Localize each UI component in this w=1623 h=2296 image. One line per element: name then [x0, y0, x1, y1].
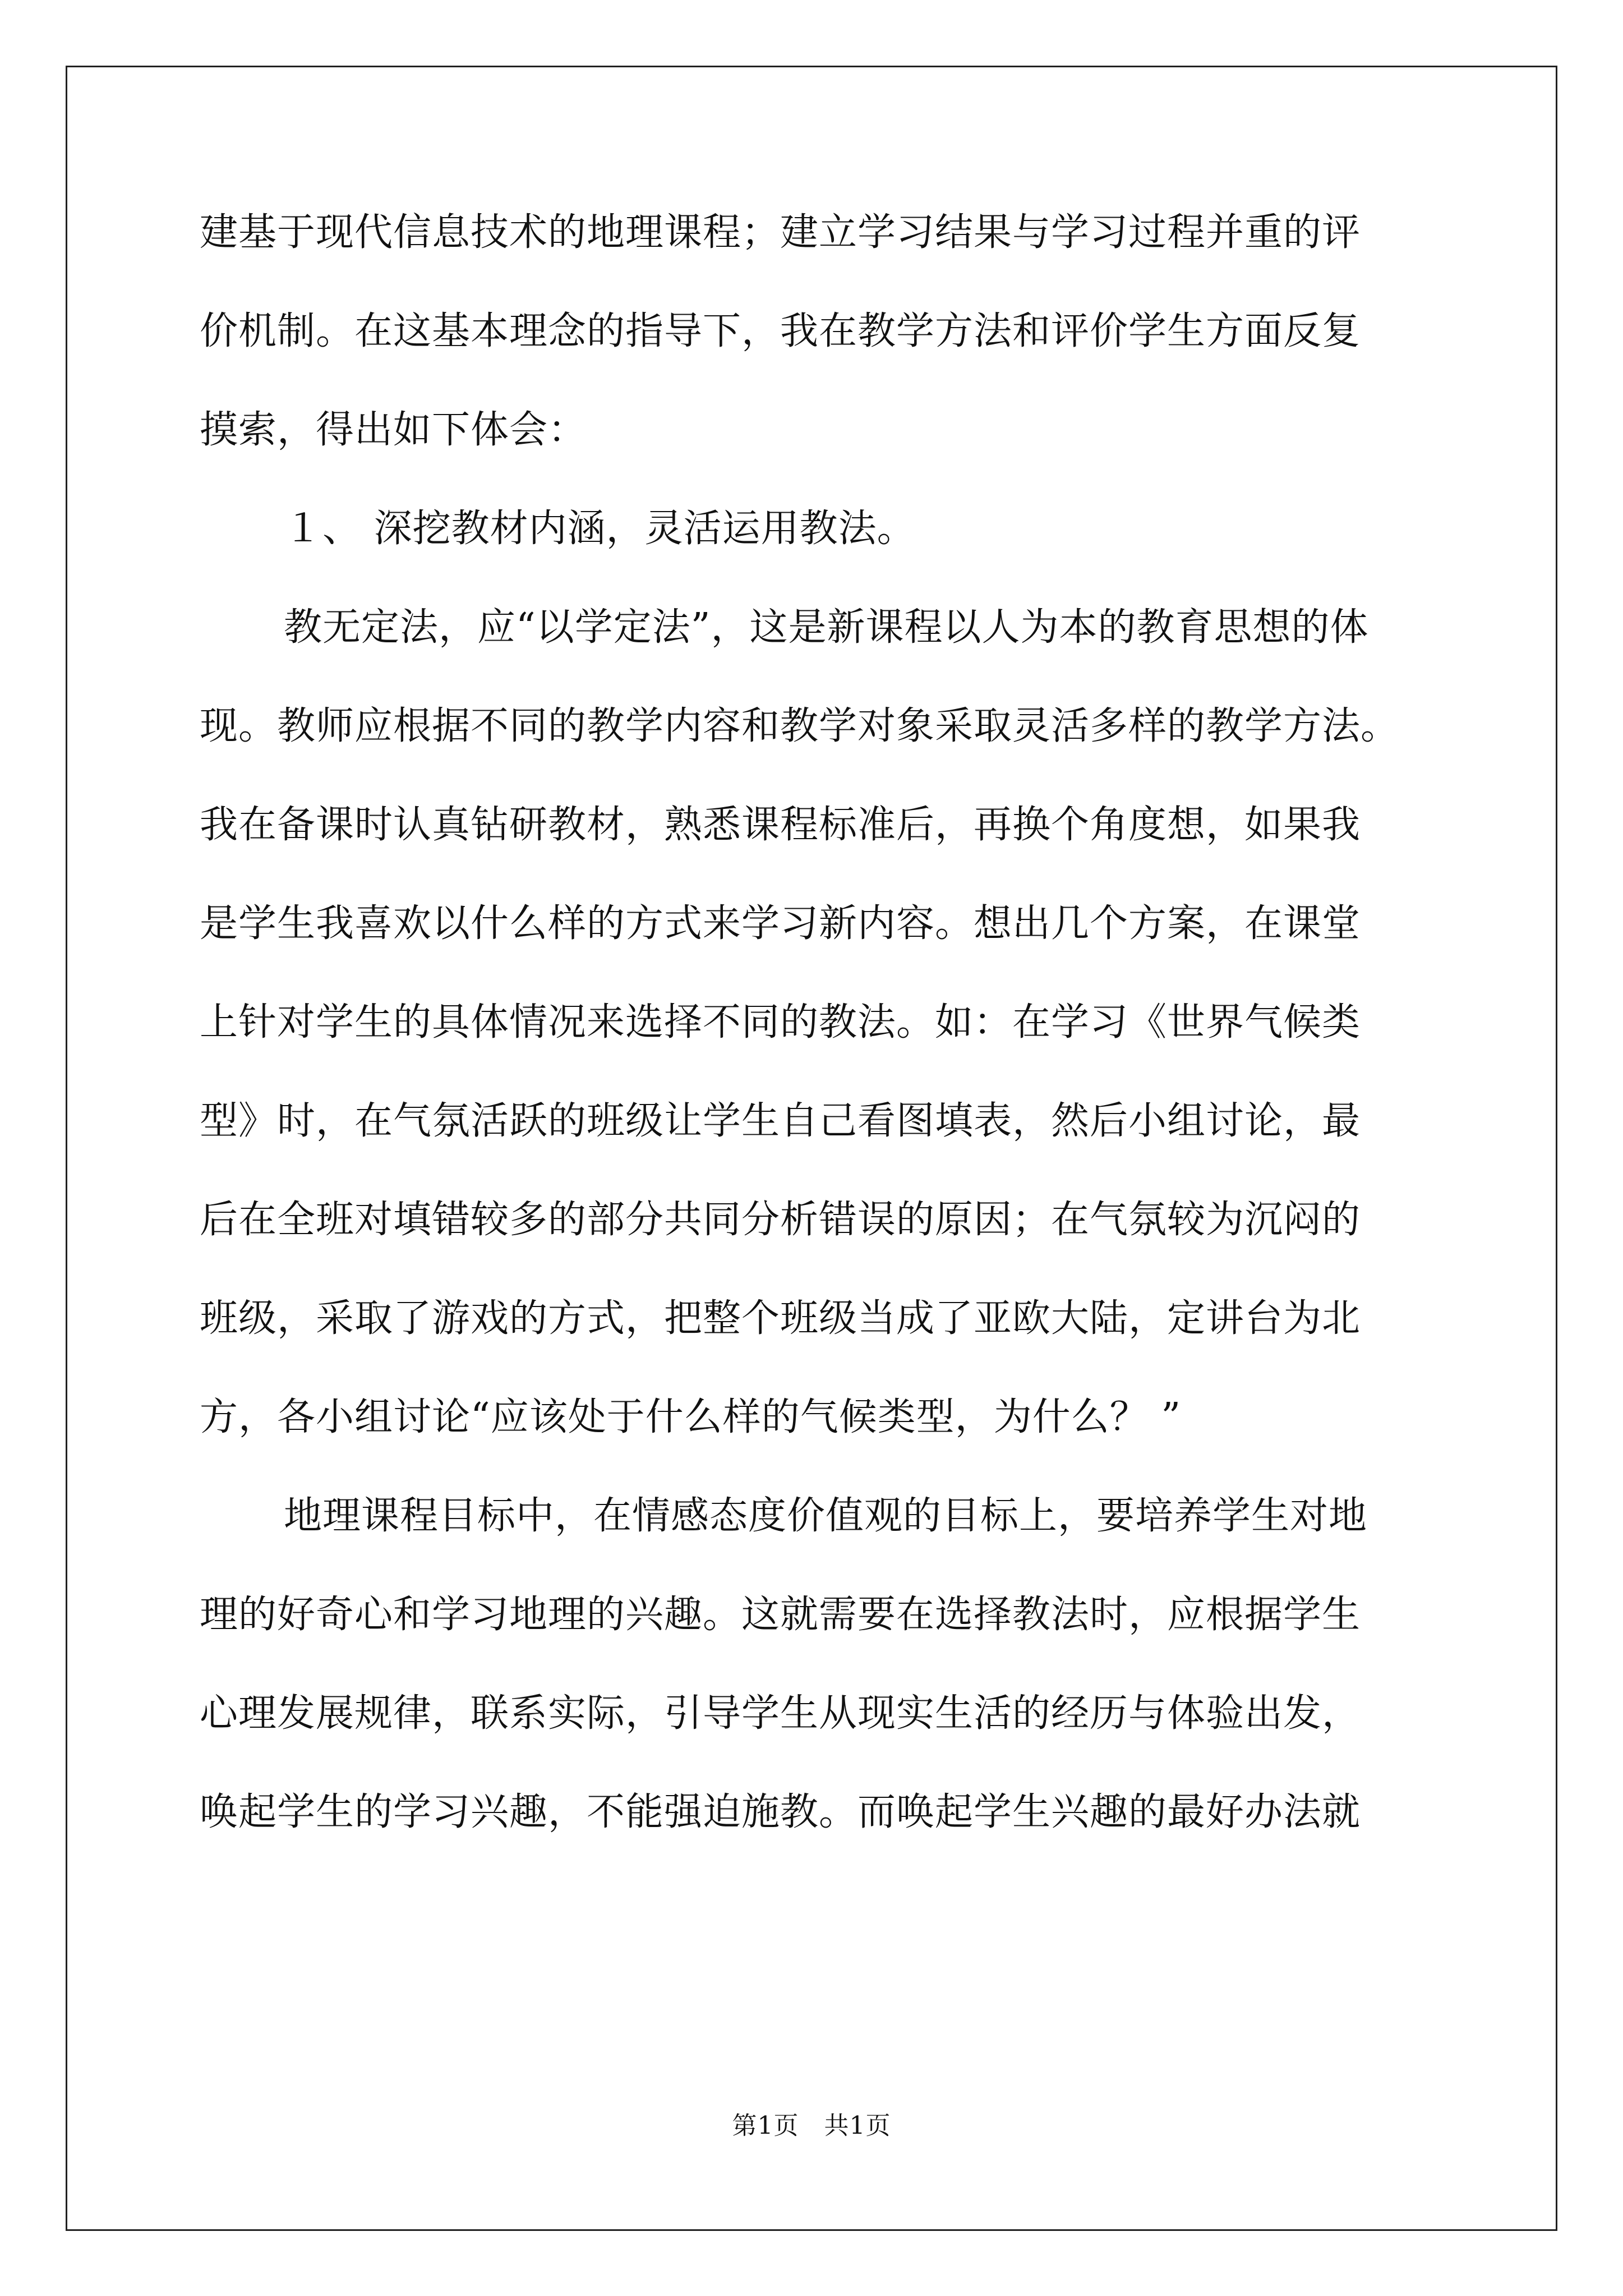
text-line: 型》时，在气氛活跃的班级让学生自己看图填表，然后小组讨论，最 [200, 1099, 1361, 1143]
text-line: 后在全班对填错较多的部分共同分析错误的原因；在气氛较为沉闷的 [200, 1198, 1361, 1242]
text-line: 班级，采取了游戏的方式，把整个班级当成了亚欧大陆，定讲台为北 [200, 1296, 1361, 1341]
paragraph-start-line: 地理课程目标中，在情感态度价值观的目标上，要培养学生对地 [284, 1494, 1368, 1538]
page-footer: 第1页 共1页 [732, 2111, 891, 2140]
text-line: 是学生我喜欢以什么样的方式来学习新内容。想出几个方案，在课堂 [200, 901, 1361, 946]
text-line: 理的好奇心和学习地理的兴趣。这就需要在选择教法时，应根据学生 [200, 1593, 1361, 1637]
text-line: 我在备课时认真钻研教材，熟悉课程标准后，再换个角度想，如果我 [200, 803, 1361, 847]
text-line: 价机制。在这基本理念的指导下，我在教学方法和评价学生方面反复 [200, 309, 1361, 353]
text-line: 现。教师应根据不同的教学内容和教学对象采取灵活多样的教学方法。 [200, 704, 1400, 748]
text-line: 摸索，得出如下体会： [200, 408, 587, 452]
text-line: 建基于现代信息技术的地理课程；建立学习结果与学习过程并重的评 [200, 210, 1361, 255]
text-line: 心理发展规律，联系实际，引导学生从现实生活的经历与体验出发， [200, 1691, 1361, 1736]
page-frame [66, 66, 1557, 2231]
paragraph-start-line: 教无定法，应“以学定法”，这是新课程以人为本的教育思想的体 [284, 605, 1369, 650]
list-heading: １、 深挖教材内涵，灵活运用教法。 [284, 507, 916, 551]
text-line: 方，各小组讨论“应该处于什么样的气候类型，为什么？ ” [200, 1395, 1182, 1439]
text-line: 上针对学生的具体情况来选择不同的教法。如：在学习《世界气候类 [200, 1000, 1361, 1045]
text-line: 唤起学生的学习兴趣，不能强迫施教。而唤起学生兴趣的最好办法就 [200, 1790, 1361, 1834]
